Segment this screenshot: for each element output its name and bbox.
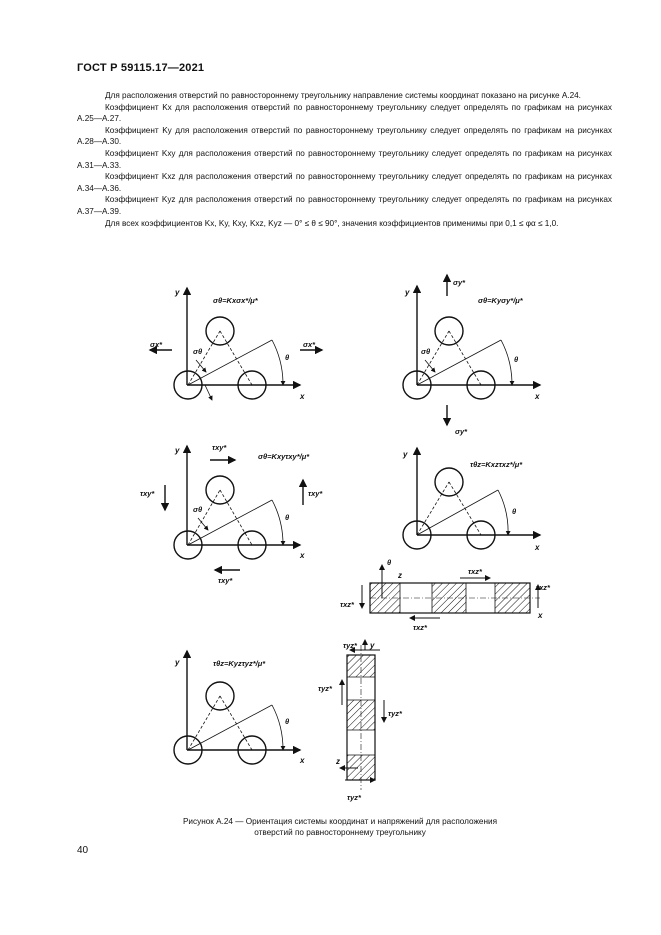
- theta-label: θ: [285, 717, 290, 726]
- sigma-theta-label: σθ: [193, 505, 203, 514]
- axis-x-label: x: [300, 392, 305, 401]
- figure-a24: [0, 270, 661, 815]
- formula-kyz: τθz=Kyzτyz*/μ*: [213, 659, 266, 668]
- theta-label: θ: [285, 513, 290, 522]
- figure-diagram: [0, 270, 661, 815]
- axis-y-label: y: [175, 446, 180, 455]
- axis-z-label: z: [398, 571, 402, 580]
- formula-kxz: τθz=Kxzτxz*/μ*: [470, 460, 523, 469]
- sigma-theta-label: σθ: [421, 347, 431, 356]
- document-header: ГОСТ Р 59115.17—2021: [77, 62, 205, 74]
- caption-line: отверстий по равностороннему треугольнику: [254, 828, 426, 837]
- theta-label: θ: [514, 355, 519, 364]
- tau-yz-label: τyz*: [343, 641, 357, 650]
- paragraph: Для расположения отверстий по равностороннему треугольнику направление системы координат показано на рисунке А.24.: [105, 91, 581, 100]
- figure-caption: [140, 816, 540, 838]
- tau-yz-label: τyz*: [347, 793, 361, 802]
- panel-tau-xy: [165, 446, 303, 570]
- formula-kx: σθ=Kxσx*/μ*: [213, 296, 258, 305]
- paragraph: Коэффициент Ky для расположения отверстий по равностороннему треугольнику следует определять по графикам на рисунках А.28—А.30.: [77, 125, 612, 147]
- tau-yz-label: τyz*: [388, 709, 402, 718]
- axis-x-label: x: [538, 611, 543, 620]
- tau-xy-label: τxy*: [140, 489, 155, 498]
- tau-yz-label: τyz*: [318, 684, 332, 693]
- axis-y-label: y: [370, 641, 375, 650]
- tau-xz-label: τxz*: [413, 623, 427, 632]
- sigma-y-label: σy*: [453, 278, 466, 287]
- axis-x-label: x: [300, 756, 305, 765]
- axis-y-label: y: [403, 450, 408, 459]
- tau-xy-label: τxy*: [308, 489, 323, 498]
- panel-tau-yz: [174, 640, 384, 790]
- sigma-x-label: σx*: [150, 340, 163, 349]
- caption-line: Рисунок А.24 — Ориентация системы координат и напряжений для расположения: [182, 817, 498, 826]
- formula-ky: σθ=Kyσy*/μ*: [478, 296, 523, 305]
- tau-xy-label: τxy*: [218, 576, 233, 585]
- axis-y-label: y: [175, 658, 180, 667]
- paragraph: Для всех коэффициентов Kx, Ky, Kxy, Kxz, Kyz — 0° ≤ θ ≤ 90°, значения коэффициентов применимы при 0,1 ≤ φα ≤ 1,0.: [105, 218, 559, 228]
- paragraph: Коэффициент Kxz для расположения отверстий по равностороннему треугольнику следует определять по графикам на рисунках А.34—А.36.: [77, 172, 612, 193]
- tau-xz-label: τxz*: [340, 600, 354, 609]
- page-number: 40: [77, 845, 89, 856]
- sigma-x-label: σx*: [303, 340, 316, 349]
- theta-label: θ: [512, 507, 517, 516]
- paragraph: Коэффициент Kyz для расположения отверстий по равностороннему треугольнику следует определять по графикам на рисунках А.37—А.39.: [77, 195, 612, 216]
- formula-kxy: σθ=Kxyτxy*/μ*: [258, 452, 310, 461]
- axis-x-label: x: [300, 551, 305, 560]
- tau-xz-label: τxz*: [536, 583, 550, 592]
- axis-x-label: x: [535, 543, 540, 552]
- theta-label: θ: [285, 353, 290, 362]
- axis-z-label: z: [336, 757, 340, 766]
- theta-label: θ: [387, 558, 392, 567]
- paragraph: Коэффициент Kx для расположения отверстий по равностороннему треугольнику следует определять по графикам на рисунках А.25—А.27.: [77, 102, 612, 124]
- sigma-y-label: σy*: [455, 427, 468, 436]
- paragraph: Коэффициент Kxy для расположения отверстий по равностороннему треугольнику следует определять по графикам на рисунках А.31—А.33.: [77, 148, 612, 170]
- axis-y-label: y: [175, 288, 180, 297]
- axis-x-label: x: [535, 392, 540, 401]
- tau-xy-label: τxy*: [212, 443, 227, 452]
- tau-xz-label: τxz*: [468, 567, 482, 576]
- body-text: [77, 90, 612, 229]
- axis-y-label: y: [405, 288, 410, 297]
- sigma-theta-label: σθ: [193, 347, 203, 356]
- panel-tau-xz: [362, 448, 540, 618]
